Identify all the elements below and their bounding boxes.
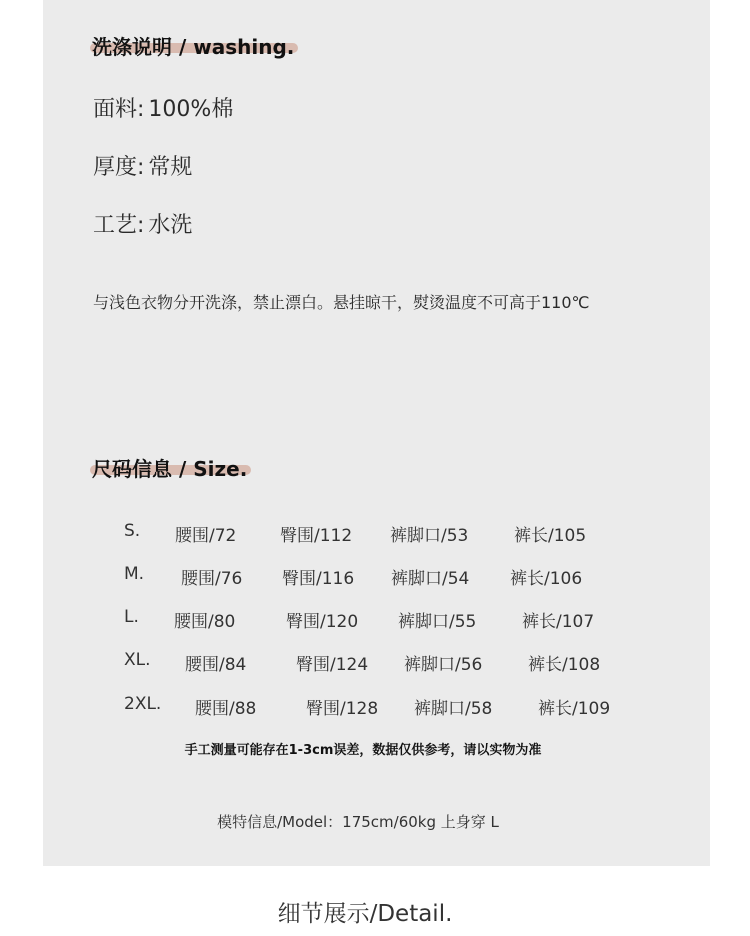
waist-value: 腰围/84 [185, 655, 247, 675]
size-row [0, 650, 750, 674]
spec-label: 面料: [93, 97, 145, 122]
waist-value: 腰围/88 [195, 699, 257, 719]
size-heading [92, 453, 247, 482]
waist-value: 腰围/76 [181, 569, 243, 589]
spec-label: 厚度: [93, 155, 145, 180]
washing-heading [92, 31, 294, 60]
length-value: 裤长/108 [528, 655, 601, 675]
spec-thickness [93, 150, 192, 181]
length-value: 裤长/106 [510, 569, 583, 589]
hem-value: 裤脚口/55 [398, 612, 477, 632]
length-value: 裤长/109 [538, 699, 611, 719]
hip-value: 臀围/124 [296, 655, 369, 675]
hem-value: 裤脚口/54 [391, 569, 470, 589]
size-label: M. [124, 564, 145, 584]
hem-value: 裤脚口/56 [404, 655, 483, 675]
washing-heading-text: 洗涤说明 / washing. [92, 35, 295, 59]
spec-process [93, 208, 192, 239]
hip-value: 臀围/120 [286, 612, 359, 632]
waist-value: 腰围/72 [175, 526, 237, 546]
size-row [0, 607, 750, 631]
spec-label: 工艺: [93, 213, 145, 238]
care-note: 与浅色衣物分开洗涤，禁止漂白。悬挂晾干，熨烫温度不可高于110℃ [93, 293, 590, 312]
hem-value: 裤脚口/53 [390, 526, 469, 546]
size-row [0, 564, 750, 588]
size-row [0, 521, 750, 545]
size-label: XL. [124, 650, 151, 670]
spec-fabric [93, 92, 233, 123]
spec-value: 100%棉 [148, 97, 234, 122]
measurement-disclaimer: 手工测量可能存在1-3cm误差，数据仅供参考，请以实物为准 [184, 743, 542, 758]
info-panel [43, 0, 710, 866]
hip-value: 臀围/112 [280, 526, 353, 546]
hem-value: 裤脚口/58 [414, 699, 493, 719]
model-info: 模特信息/Model：175cm/60kg 上身穿 L [217, 813, 499, 831]
size-label: 2XL. [124, 694, 162, 714]
hip-value: 臀围/128 [306, 699, 379, 719]
size-label: L. [124, 607, 139, 627]
waist-value: 腰围/80 [174, 612, 236, 632]
spec-value: 水洗 [148, 213, 193, 238]
detail-heading: 细节展示/Detail. [277, 901, 453, 927]
spec-value: 常规 [148, 155, 193, 180]
hip-value: 臀围/116 [282, 569, 355, 589]
size-label: S. [124, 521, 141, 541]
size-heading-text: 尺码信息 / Size. [92, 457, 248, 481]
length-value: 裤长/107 [522, 612, 595, 632]
size-row [0, 694, 750, 718]
length-value: 裤长/105 [514, 526, 587, 546]
